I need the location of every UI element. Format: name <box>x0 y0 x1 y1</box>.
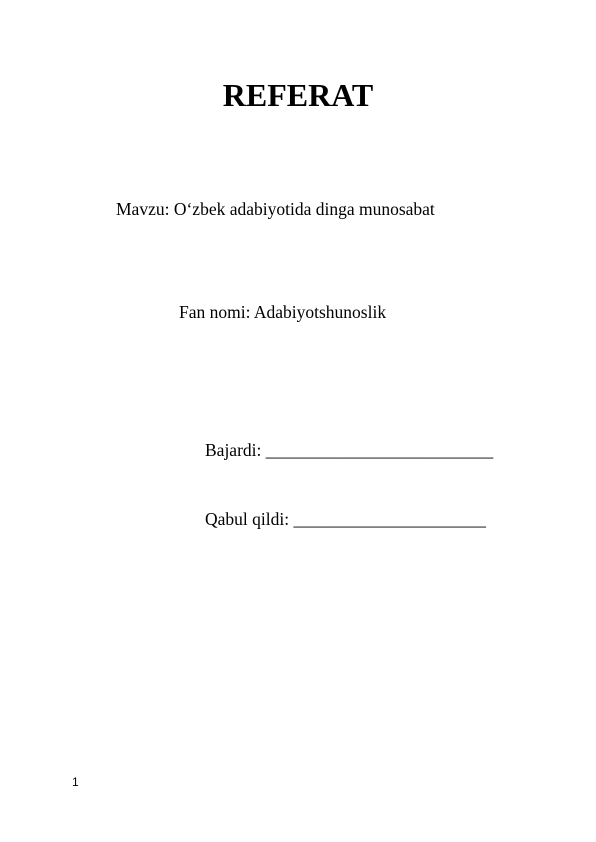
topic-line: Mavzu: O‘zbek adabiyotida dinga munosabat <box>116 199 435 219</box>
document-title: REFERAT <box>222 77 374 113</box>
page-number: 1 <box>72 775 79 789</box>
accepted-by-line: Qabul qildi: ______________________ <box>205 509 486 529</box>
done-by-line: Bajardi: __________________________ <box>205 440 494 460</box>
subject-line: Fan nomi: Adabiyotshunoslik <box>179 302 387 322</box>
